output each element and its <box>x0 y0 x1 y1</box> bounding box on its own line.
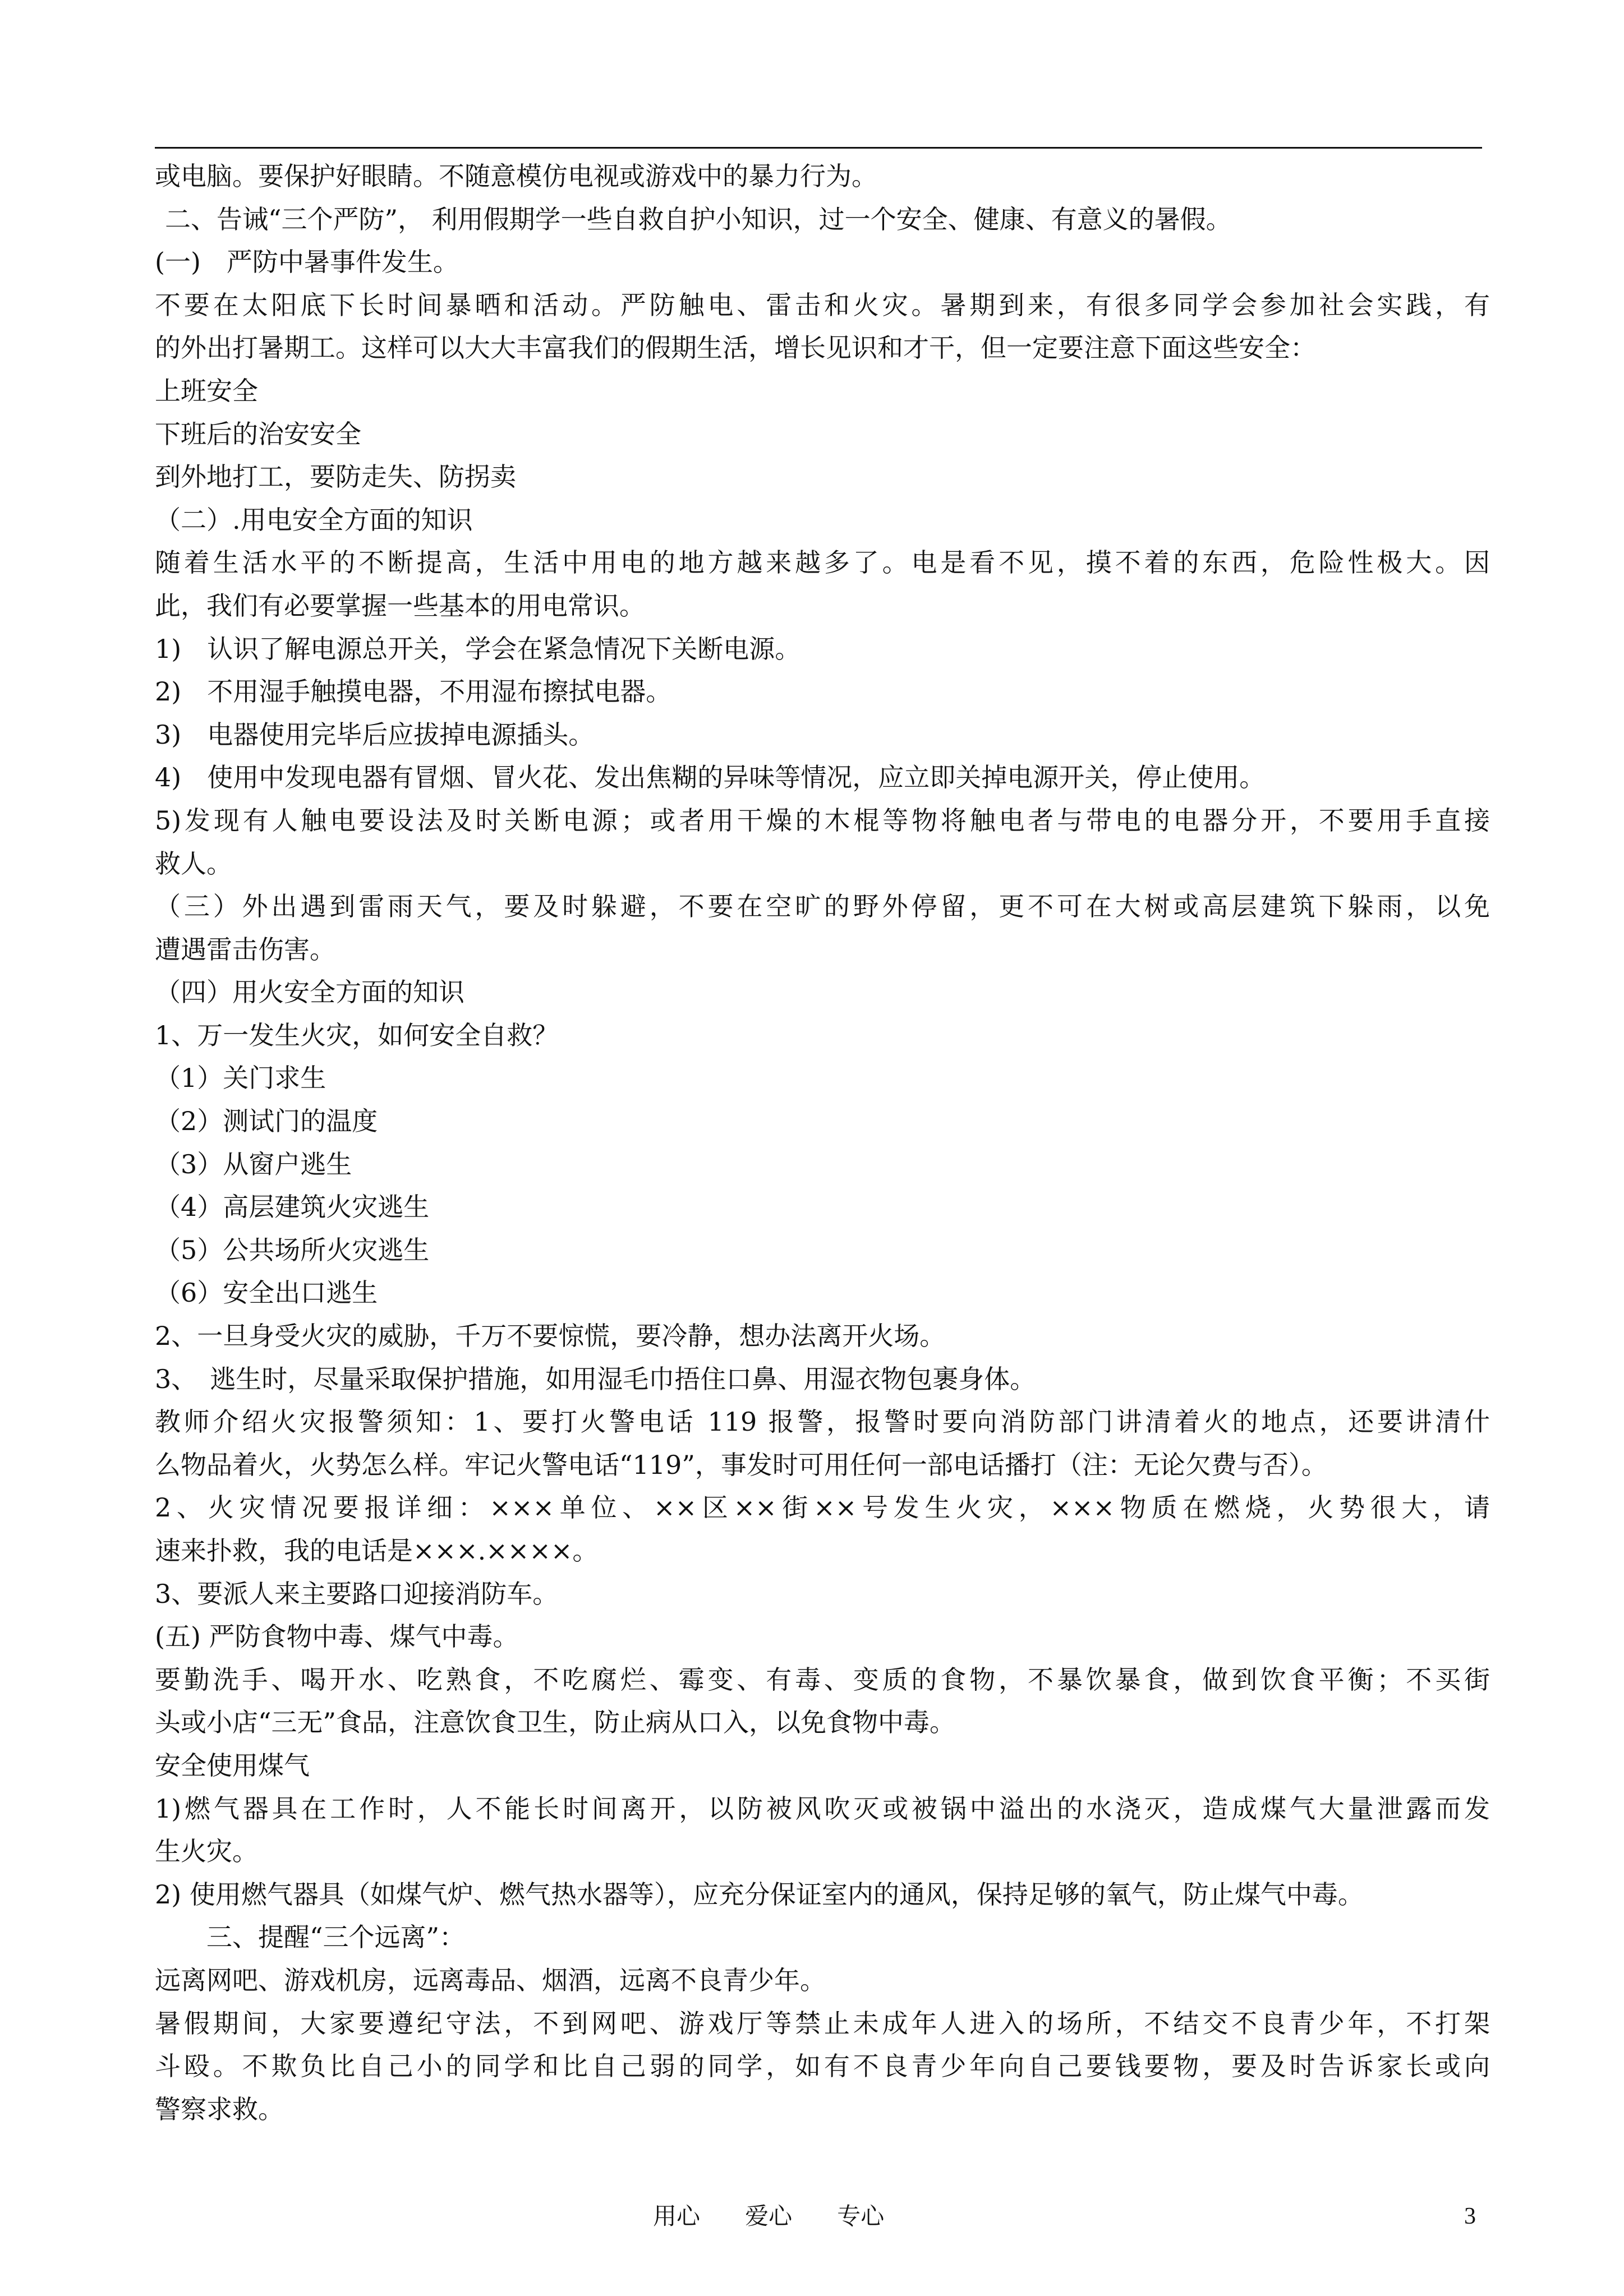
text-line: （5）公共场所火灾逃生 <box>155 1234 430 1265</box>
text-line: 此，我们有必要掌握一些基本的用电常识。 <box>155 590 645 621</box>
text-line: 么物品着火，火势怎么样。牢记火警电话“119”，事发时可用任何一部电话播打（注：无论欠费与否）。 <box>155 1449 1327 1480</box>
text-line: 上班安全 <box>155 375 258 406</box>
text-line: 1、万一发生火灾，如何安全自救？ <box>155 1020 559 1050</box>
text-line: 1)燃气器具在工作时，人不能长时间离开，以防被风吹灭或被锅中溢出的水浇灭，造成煤气大量泄露而发 <box>155 1793 1490 1824</box>
text-line: 生火灾。 <box>155 1836 258 1867</box>
text-line: 3、要派人来主要路口迎接消防车。 <box>155 1578 559 1609</box>
text-line: 的外出打暑期工。这样可以大大丰富我们的假期生活，增长见识和才干，但一定要注意下面这些安全： <box>155 333 1316 363</box>
header-rule <box>155 147 1482 149</box>
text-line: 5)发现有人触电要设法及时关断电源；或者用干燥的木棍等物将触电者与带电的电器分开，不要用手直接 <box>155 805 1490 836</box>
text-line: （二）.用电安全方面的知识 <box>155 504 473 535</box>
text-line: 3) 电器使用完毕后应拔掉电源插头。 <box>155 719 595 750</box>
text-line: （6）安全出口逃生 <box>155 1278 378 1308</box>
text-line: 安全使用煤气 <box>155 1750 310 1781</box>
text-line: 4) 使用中发现电器有冒烟、冒火花、发出焦糊的异味等情况，应立即关掉电源开关，停止使用。 <box>155 762 1266 793</box>
text-line: 二、告诫“三个严防”， 利用假期学一些自救自护小知识，过一个安全、健康、有意义的暑假。 <box>165 204 1232 234</box>
text-line: 暑假期间，大家要遵纪守法，不到网吧、游戏厅等禁止未成年人进入的场所，不结交不良青少年，不打架 <box>155 2008 1490 2039</box>
text-line: 1) 认识了解电源总开关，学会在紧急情况下关断电源。 <box>155 633 801 664</box>
page-number: 3 <box>1464 2203 1476 2229</box>
text-line: 2、火灾情况要报详细：×××单位、××区××街××号发生火灾，×××物质在燃烧，火势很大，请 <box>155 1492 1490 1523</box>
text-line: （2）测试门的温度 <box>155 1106 378 1137</box>
text-line: 遭遇雷击伤害。 <box>155 934 335 965</box>
document-body <box>155 155 1490 2131</box>
text-line: (一) 严防中暑事件发生。 <box>155 247 459 278</box>
text-line: （3）从窗户逃生 <box>155 1149 352 1179</box>
text-line: （1）关门求生 <box>155 1063 326 1094</box>
text-line: 2、一旦身受火灾的威胁，千万不要惊慌，要冷静，想办法离开火场。 <box>155 1321 946 1352</box>
text-line: 远离网吧、游戏机房，远离毒品、烟酒，远离不良青少年。 <box>155 1965 826 1995</box>
text-line: 3、 逃生时，尽量采取保护措施，如用湿毛巾捂住口鼻、用湿衣物包裹身体。 <box>155 1363 1036 1394</box>
text-line: (五) 严防食物中毒、煤气中毒。 <box>155 1621 519 1652</box>
page-footer <box>0 2200 1624 2233</box>
text-line: 随着生活水平的不断提高，生活中用电的地方越来越多了。电是看不见，摸不着的东西，危险性极大。因 <box>155 547 1490 578</box>
text-line: 不要在太阳底下长时间暴晒和活动。严防触电、雷击和火灾。暑期到来，有很多同学会参加社会实践，有 <box>155 289 1490 320</box>
text-line: （四）用火安全方面的知识 <box>155 977 464 1008</box>
text-line: 2) 使用燃气器具（如煤气炉、燃气热水器等），应充分保证室内的通风，保持足够的氧气，防止煤气中毒。 <box>155 1879 1364 1910</box>
footer-motto: 用心 爱心 专心 <box>653 2202 885 2230</box>
text-line: 2) 不用湿手触摸电器，不用湿布擦拭电器。 <box>155 676 672 707</box>
text-line: （4）高层建筑火灾逃生 <box>155 1192 430 1223</box>
text-line: 要勤洗手、喝开水、吃熟食，不吃腐烂、霉变、有毒、变质的食物，不暴饮暴食，做到饮食平衡；不买街 <box>155 1664 1490 1695</box>
text-line: 斗殴。不欺负比自己小的同学和比自己弱的同学，如有不良青少年向自己要钱要物，要及时告诉家长或向 <box>155 2051 1490 2082</box>
text-line: 速来扑救，我的电话是×××.××××。 <box>155 1536 599 1566</box>
text-line: 或电脑。要保护好眼睛。不随意模仿电视或游戏中的暴力行为。 <box>155 161 877 191</box>
text-line: 头或小店“三无”食品，注意饮食卫生，防止病从口入，以免食物中毒。 <box>155 1707 956 1738</box>
text-line: （三）外出遇到雷雨天气，要及时躲避，不要在空旷的野外停留，更不可在大树或高层建筑下躲雨，以免 <box>155 891 1490 922</box>
text-line: 教师介绍火灾报警须知：1、要打火警电话 119 报警，报警时要向消防部门讲清着火的地点，还要讲清什 <box>155 1407 1490 1437</box>
text-line: 救人。 <box>155 848 232 879</box>
text-line: 到外地打工，要防走失、防拐卖 <box>155 462 516 492</box>
text-line: 警察求救。 <box>155 2094 284 2124</box>
text-line: 下班后的治安安全 <box>155 418 361 449</box>
text-line: 三、提醒“三个远离”： <box>206 1922 466 1953</box>
